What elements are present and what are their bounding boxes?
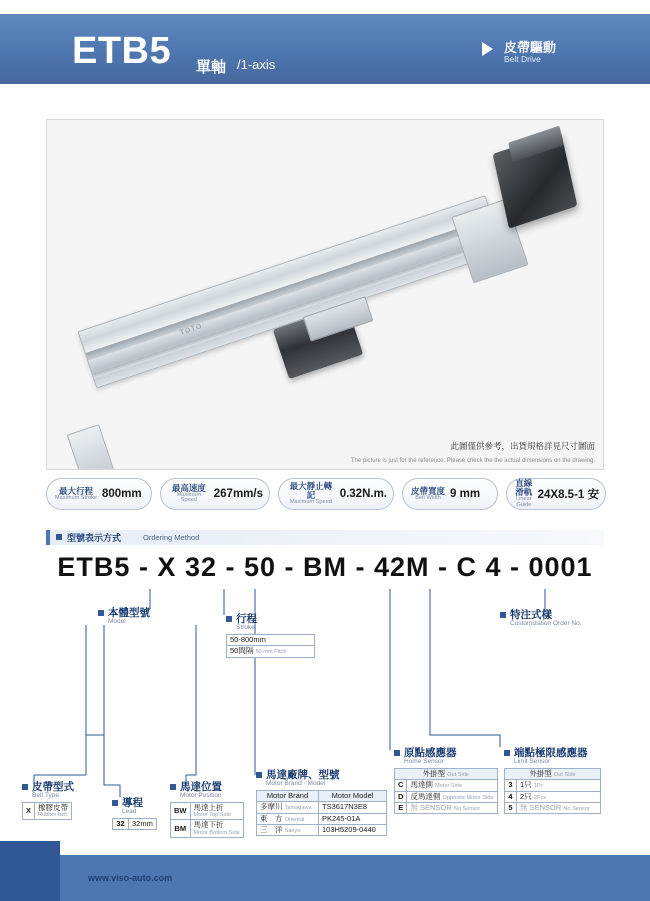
- brand-en: Tamagawa: [284, 805, 312, 812]
- belt-type-table: [22, 802, 72, 820]
- spec-label-cn: 最大靜止轉記: [289, 481, 333, 501]
- spec-value: 267mm/s: [213, 488, 263, 500]
- callout-belt-type: [22, 781, 74, 820]
- motor-brand-header: Motor Brand: [257, 791, 319, 802]
- callout-title-en: Stroke: [236, 624, 255, 632]
- motor-model-value: 103H5209-0440: [319, 824, 387, 835]
- ordering-diagram: [0, 585, 650, 855]
- square-bullet-icon: [504, 750, 510, 756]
- limit-sensor-desc-cn: 無 SENSOR: [520, 802, 562, 812]
- motor-brand-name: [257, 813, 319, 824]
- home-sensor-desc-en: No Sensor: [453, 805, 481, 812]
- limit-sensor-key: 4: [505, 791, 517, 802]
- callout-title-en: Motor Brand · Model: [266, 780, 326, 788]
- table-row: [395, 802, 498, 813]
- home-sensor-desc-cn: 馬達側: [410, 780, 433, 790]
- callout-title-cn: 導程: [122, 797, 143, 809]
- callout-model: [98, 607, 150, 625]
- spec-max-torque: [278, 478, 394, 510]
- drive-type-badge: [482, 38, 612, 72]
- lead-table: [112, 818, 157, 830]
- callout-title-cn: 端點極限感應器: [514, 747, 588, 759]
- limit-sensor-desc-en: 2Pcs: [533, 794, 547, 801]
- spec-value: 0.32N.m.: [339, 488, 387, 500]
- stroke-pitch-cn: 50間隔: [230, 646, 254, 656]
- lead-key: 32: [113, 819, 129, 830]
- limit-sensor-desc-en: 1Pc: [533, 783, 544, 790]
- callout-title-en: Home Sensor: [404, 758, 444, 766]
- table-row: [395, 780, 498, 791]
- motor-position-key: BM: [171, 820, 191, 837]
- home-sensor-table: [394, 768, 498, 814]
- belt-type-desc: [35, 803, 72, 820]
- callout-stroke: [226, 613, 315, 658]
- spec-label-cn: 最大行程: [58, 485, 93, 496]
- square-bullet-icon: [56, 534, 62, 540]
- footer-url: www.viso-auto.com: [88, 873, 173, 883]
- home-sensor-desc: [407, 802, 497, 813]
- motor-brand-table: [256, 790, 387, 836]
- motor-position-table: [170, 802, 244, 838]
- model-code-string: ETB5 - X 32 - 50 - BM - 42M - C 4 - 0001: [57, 552, 593, 582]
- brand-cn: 三 洋: [260, 824, 283, 834]
- axis-label-cn: 單軸: [196, 59, 227, 76]
- motor-position-desc-cn: 馬達下折: [193, 820, 224, 830]
- table-row: [395, 769, 498, 780]
- axis-label-en: /1-axis: [237, 57, 276, 72]
- spec-label-en: Maximum Stroke: [55, 494, 97, 501]
- table-row: [227, 635, 315, 646]
- product-photo: [46, 119, 604, 470]
- callout-title-en: Belt Type: [32, 792, 59, 800]
- stroke-range: 50-800mm: [227, 635, 315, 646]
- square-bullet-icon: [500, 612, 506, 618]
- spec-belt-width: [402, 478, 498, 510]
- motor-position-desc-cn: 馬達上折: [193, 803, 224, 813]
- callout-title-en: Model: [108, 618, 126, 626]
- limit-sensor-desc: [517, 780, 601, 791]
- spec-label-cn: 最高速度: [171, 482, 206, 493]
- limit-sensor-key: 3: [505, 780, 517, 791]
- home-sensor-key: E: [395, 802, 407, 813]
- callout-title-en: Customization Order No.: [510, 620, 582, 628]
- limit-sensor-desc-cn: 2只: [520, 791, 532, 801]
- callout-title-cn: 馬達廠牌、型號: [266, 769, 340, 781]
- home-sensor-key: D: [395, 791, 407, 802]
- motor-position-desc: [190, 820, 243, 837]
- spec-linear-guide: [506, 478, 606, 510]
- stroke-pitch-en: 50 mm Pitch: [255, 649, 287, 656]
- table-row: [257, 802, 387, 813]
- square-bullet-icon: [22, 784, 28, 790]
- page-title: ETB5: [72, 30, 172, 72]
- triangle-icon: [482, 42, 493, 56]
- callout-motor-brand: [256, 769, 387, 836]
- home-sensor-key: C: [395, 780, 407, 791]
- spec-value: 9 mm: [450, 488, 481, 500]
- callout-customization: [500, 609, 582, 627]
- spec-label-en: Linear Guide: [516, 496, 532, 508]
- home-sensor-header-cn: 外掛型: [422, 769, 446, 779]
- table-row: [395, 791, 498, 802]
- callout-title-en: Lead: [122, 808, 137, 816]
- drive-label-en: Belt Drive: [504, 54, 541, 64]
- spec-label-en: Maximum Speed: [289, 498, 332, 505]
- callout-title-en: Motor Position: [180, 792, 222, 800]
- home-sensor-desc-en: Opposite Motor Side: [442, 794, 494, 801]
- spec-max-stroke: [46, 478, 152, 510]
- callout-title-cn: 馬達位置: [180, 781, 222, 793]
- page-header: [0, 14, 650, 84]
- home-sensor-desc-cn: 反馬達側: [410, 791, 441, 801]
- spec-max-speed: [160, 478, 270, 510]
- spec-value: 24X8.5-1 安: [537, 489, 599, 501]
- limit-sensor-desc: [517, 791, 601, 802]
- belt-type-desc-en: Rubber belt: [38, 812, 67, 819]
- motor-brand-name: [257, 824, 319, 835]
- stroke-table: [226, 634, 315, 658]
- brand-en: Oriental: [284, 816, 305, 823]
- callout-home-sensor: [394, 747, 498, 814]
- square-bullet-icon: [98, 610, 104, 616]
- belt-type-desc-cn: 橡膠皮帶: [38, 803, 69, 813]
- photo-note-cn: 此圖僅供參考，出貨規格詳見尺寸圖面: [450, 441, 595, 451]
- motor-model-value: PK245-01A: [319, 813, 387, 824]
- callout-title-cn: 原點感應器: [404, 747, 457, 759]
- table-row: [257, 824, 387, 835]
- motor-brand-name: [257, 802, 319, 813]
- square-bullet-icon: [226, 616, 232, 622]
- table-row: [505, 802, 601, 813]
- limit-sensor-header: [505, 769, 601, 780]
- table-row: [171, 820, 244, 837]
- home-sensor-desc-en: Motor Side: [435, 783, 463, 790]
- home-sensor-desc: [407, 780, 497, 791]
- spec-label-en: Maximum Speed: [176, 491, 201, 504]
- square-bullet-icon: [112, 800, 118, 806]
- spec-label-cn: 直線滑軌: [515, 478, 533, 498]
- table-row: [257, 791, 387, 802]
- callout-limit-sensor: [504, 747, 601, 814]
- home-sensor-header: [395, 769, 498, 780]
- motor-position-key: BW: [171, 803, 191, 820]
- motor-position-desc: [190, 803, 243, 820]
- callout-title-cn: 皮帶型式: [32, 781, 74, 793]
- spec-label-en: Belt Width: [415, 494, 441, 501]
- table-row: [171, 803, 244, 820]
- section-title-cn: 型號表示方式: [67, 533, 122, 543]
- motor-position-desc-en: Motor Top Side: [193, 812, 232, 819]
- table-row: [113, 819, 157, 830]
- limit-sensor-desc-en: No Sensor: [563, 805, 590, 812]
- stroke-pitch: [227, 646, 315, 657]
- home-sensor-desc-cn: 無 SENSOR: [410, 802, 452, 812]
- callout-motor-position: [170, 781, 244, 838]
- footer-corner-block: [0, 841, 60, 901]
- drive-label-cn: 皮帶驅動: [504, 40, 557, 55]
- table-row: [505, 780, 601, 791]
- brand-en: Sanyo: [284, 827, 301, 834]
- lead-value: 32mm: [129, 819, 157, 830]
- square-bullet-icon: [394, 750, 400, 756]
- limit-sensor-desc: [517, 802, 601, 813]
- belt-type-key: X: [23, 803, 35, 820]
- limit-sensor-key: 5: [505, 802, 517, 813]
- table-row: [257, 813, 387, 824]
- limit-sensor-desc-cn: 1只: [520, 780, 532, 790]
- square-bullet-icon: [256, 772, 262, 778]
- home-sensor-header-en: Out Side: [447, 772, 469, 779]
- callout-title-cn: 本體型號: [108, 607, 150, 619]
- callout-title-cn: 特注式樣: [510, 609, 552, 621]
- limit-sensor-header-en: Out Side: [553, 772, 576, 779]
- motor-position-desc-en: Motor Bottom Side: [193, 829, 240, 836]
- callout-title-cn: 行程: [236, 613, 257, 625]
- brand-cn: 多摩川: [260, 802, 283, 812]
- section-title-en: Ordering Method: [143, 532, 200, 542]
- table-row: [505, 791, 601, 802]
- product-logo: TOTO: [179, 322, 204, 337]
- motor-model-value: TS3617N3E8: [319, 802, 387, 813]
- limit-sensor-header-cn: 外掛型: [529, 769, 552, 779]
- motor-model-header: Motor Model: [319, 791, 387, 802]
- table-row: [227, 646, 315, 657]
- photo-note-en: The picture is just for the reference. Please check the the actual dimensions on the drawing.: [350, 458, 595, 464]
- home-sensor-desc: [407, 791, 497, 802]
- spec-value: 800mm: [101, 488, 142, 500]
- limit-sensor-table: [504, 768, 601, 814]
- callout-title-en: Limit Sensor: [514, 758, 551, 766]
- ordering-method-header: [46, 530, 604, 545]
- callout-lead: [112, 797, 157, 830]
- spec-label-cn: 皮帶寬度: [411, 485, 446, 496]
- spec-pill-row: [46, 478, 606, 512]
- brand-cn: 東 方: [260, 813, 283, 823]
- square-bullet-icon: [170, 784, 176, 790]
- table-row: [505, 769, 601, 780]
- table-row: [23, 803, 72, 820]
